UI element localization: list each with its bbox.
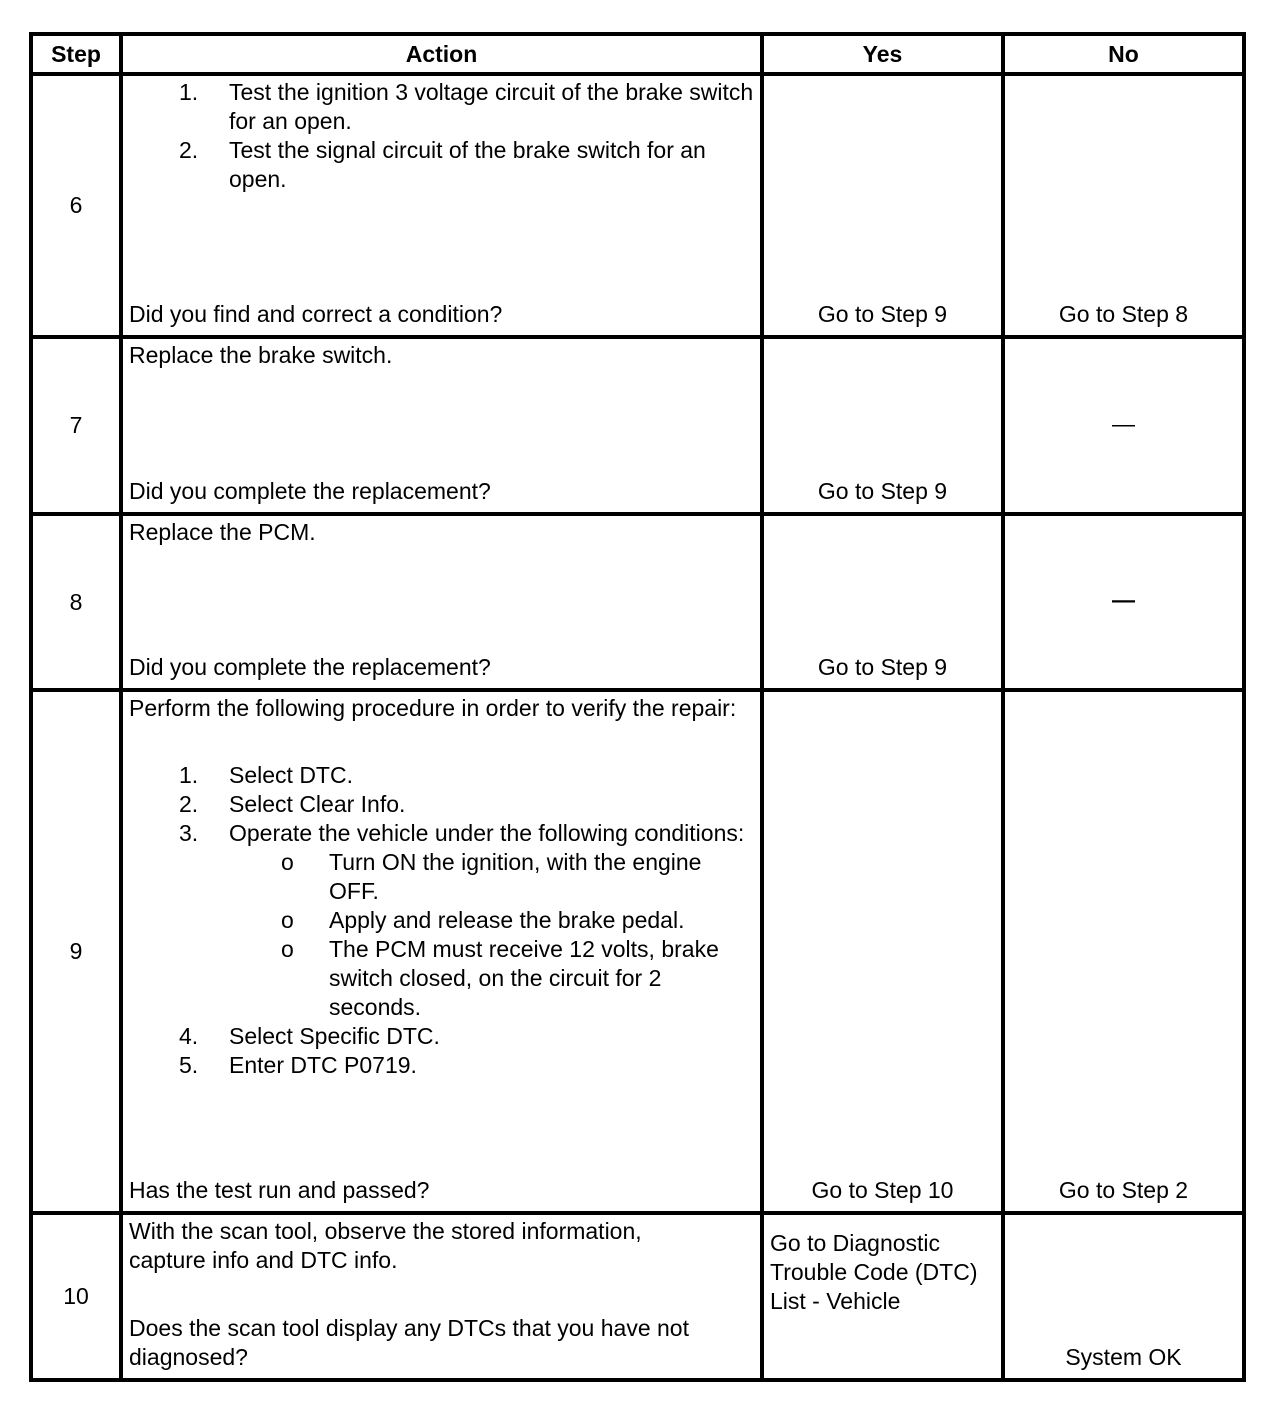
header-step: Step bbox=[31, 34, 121, 74]
no-link[interactable]: Go to Step 8 bbox=[1058, 301, 1189, 327]
no-cell bbox=[1003, 74, 1244, 337]
item-text: Select Clear Info. bbox=[229, 791, 406, 817]
item-text: Test the signal circuit of the brake switch for an open. bbox=[229, 137, 706, 192]
action-cell bbox=[121, 514, 762, 690]
action-text: Perform the following procedure in order to verify the repair: bbox=[129, 695, 737, 721]
step-number: 10 bbox=[31, 1213, 121, 1380]
yes-cell bbox=[762, 74, 1003, 337]
list-item bbox=[129, 78, 754, 136]
sub-item-text: Apply and release the brake pedal. bbox=[329, 907, 685, 933]
action-cell bbox=[121, 74, 762, 337]
yes-cell bbox=[762, 1213, 1003, 1380]
sub-item bbox=[229, 935, 754, 1022]
header-yes: Yes bbox=[762, 34, 1003, 74]
question-text: Did you complete the replacement? bbox=[129, 654, 491, 680]
action-text: With the scan tool, observe the stored information, capture info and DTC info. bbox=[129, 1218, 642, 1273]
no-cell bbox=[1003, 690, 1244, 1213]
item-number: 3. bbox=[179, 820, 199, 846]
yes-cell bbox=[762, 690, 1003, 1213]
item-number: 1. bbox=[179, 79, 199, 105]
item-text: Enter DTC P0719. bbox=[229, 1052, 417, 1078]
list-item bbox=[129, 1022, 754, 1051]
step-number: 8 bbox=[31, 514, 121, 690]
step-number: 7 bbox=[31, 337, 121, 514]
table-row bbox=[31, 337, 1244, 514]
question-text: Did you complete the replacement? bbox=[129, 478, 491, 504]
header-no: No bbox=[1003, 34, 1244, 74]
sub-item bbox=[229, 848, 754, 906]
condition-list bbox=[129, 848, 754, 1022]
bullet-icon: o bbox=[281, 936, 294, 962]
item-number: 1. bbox=[179, 762, 199, 788]
item-text: Select Specific DTC. bbox=[229, 1023, 440, 1049]
yes-link[interactable]: Go to Step 9 bbox=[817, 654, 948, 680]
yes-link[interactable]: Go to Step 9 bbox=[817, 478, 948, 504]
bullet-icon: o bbox=[281, 849, 294, 875]
no-cell bbox=[1003, 514, 1244, 690]
step-number: 9 bbox=[31, 690, 121, 1213]
yes-link[interactable]: Go to Step 9 bbox=[817, 301, 948, 327]
list-item bbox=[129, 136, 754, 194]
action-cell bbox=[121, 337, 762, 514]
diagnostic-table bbox=[29, 32, 1246, 1382]
item-text: Test the ignition 3 voltage circuit of the brake switch for an open. bbox=[229, 79, 754, 134]
sub-item-text: The PCM must receive 12 volts, brake switch closed, on the circuit for 2 seconds. bbox=[329, 936, 719, 1020]
no-cell bbox=[1003, 1213, 1244, 1380]
procedure-list bbox=[129, 78, 754, 194]
item-number: 5. bbox=[179, 1052, 199, 1078]
yes-link[interactable]: Go to Step 10 bbox=[811, 1177, 954, 1203]
yes-cell bbox=[762, 514, 1003, 690]
no-cell bbox=[1003, 337, 1244, 514]
no-result: System OK bbox=[1065, 1344, 1182, 1370]
yes-link[interactable]: Go to Diagnostic Trouble Code (DTC) List - Vehicle bbox=[770, 1230, 978, 1314]
step-number: 6 bbox=[31, 74, 121, 337]
no-dash: — bbox=[1112, 410, 1135, 436]
list-item bbox=[129, 819, 754, 1022]
sub-item-text: Turn ON the ignition, with the engine OFF. bbox=[329, 849, 702, 904]
action-text: Replace the PCM. bbox=[129, 519, 316, 545]
table-row bbox=[31, 74, 1244, 337]
table-row bbox=[31, 690, 1244, 1213]
sub-item bbox=[229, 906, 754, 935]
item-text: Operate the vehicle under the following conditions: bbox=[229, 820, 745, 846]
item-text: Select DTC. bbox=[229, 762, 353, 788]
bullet-icon: o bbox=[281, 907, 294, 933]
question-text: Has the test run and passed? bbox=[129, 1177, 430, 1203]
list-item bbox=[129, 1051, 754, 1080]
list-item bbox=[129, 790, 754, 819]
no-dash: — bbox=[1112, 586, 1135, 613]
no-link[interactable]: Go to Step 2 bbox=[1058, 1177, 1189, 1203]
list-item bbox=[129, 761, 754, 790]
header-action: Action bbox=[121, 34, 762, 74]
procedure-list bbox=[129, 761, 754, 1080]
question-text: Did you find and correct a condition? bbox=[129, 301, 503, 327]
action-cell bbox=[121, 1213, 762, 1380]
action-text: Replace the brake switch. bbox=[129, 342, 393, 368]
item-number: 2. bbox=[179, 137, 199, 163]
table-row bbox=[31, 514, 1244, 690]
item-number: 2. bbox=[179, 791, 199, 817]
header-row bbox=[31, 34, 1244, 74]
item-number: 4. bbox=[179, 1023, 199, 1049]
yes-cell bbox=[762, 337, 1003, 514]
question-text: Does the scan tool display any DTCs that you have not diagnosed? bbox=[129, 1315, 689, 1370]
action-cell bbox=[121, 690, 762, 1213]
table-row bbox=[31, 1213, 1244, 1380]
